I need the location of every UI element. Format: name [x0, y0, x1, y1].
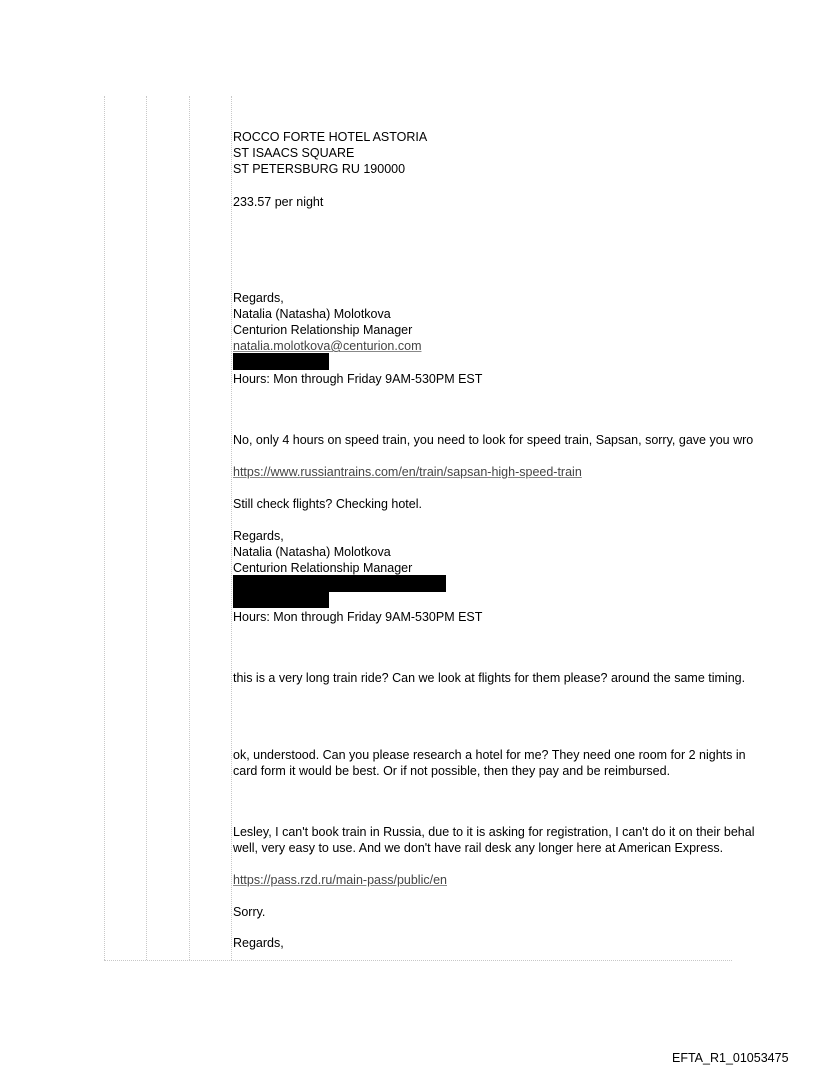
signature1-title: Centurion Relationship Manager — [233, 323, 413, 337]
column-rule-3 — [189, 96, 190, 960]
signature1-email-link[interactable]: natalia.molotkova@centurion.com — [233, 339, 422, 353]
column-rule-1 — [104, 96, 105, 960]
message3-body: this is a very long train ride? Can we look at flights for them please? around the same timing. — [233, 671, 746, 685]
signature2-name: Natalia (Natasha) Molotkova — [233, 545, 391, 559]
rzd-pass-link[interactable]: https://pass.rzd.ru/main-pass/public/en — [233, 873, 447, 887]
document-id: EFTA_R1_01053475 — [672, 1051, 789, 1065]
message4-line1: ok, understood. Can you please research a hotel for me? They need one room for 2 nights in — [233, 748, 746, 762]
signature1-hours: Hours: Mon through Friday 9AM-530PM EST — [233, 372, 483, 386]
redaction-box — [233, 592, 329, 608]
signature2-hours: Hours: Mon through Friday 9AM-530PM EST — [233, 610, 483, 624]
message5-regards: Regards, — [233, 936, 284, 950]
message2-followup: Still check flights? Checking hotel. — [233, 497, 422, 511]
column-rule-2 — [146, 96, 147, 960]
signature1-regards: Regards, — [233, 291, 284, 305]
message4-line2: card form it would be best. Or if not possible, then they pay and be reimbursed. — [233, 764, 671, 778]
hotel-rate: 233.57 per night — [233, 195, 324, 209]
signature2-title: Centurion Relationship Manager — [233, 561, 413, 575]
hotel-street: ST ISAACS SQUARE — [233, 146, 355, 160]
signature1-name: Natalia (Natasha) Molotkova — [233, 307, 391, 321]
redaction-box — [233, 353, 329, 370]
bottom-rule — [104, 960, 732, 961]
message2-body: No, only 4 hours on speed train, you need to look for speed train, Sapsan, sorry, gave you wro — [233, 433, 754, 447]
column-rule-4 — [231, 96, 232, 960]
message5-sorry: Sorry. — [233, 905, 266, 919]
message5-line1: Lesley, I can't book train in Russia, due to it is asking for registration, I can't do it on their behal — [233, 825, 755, 839]
hotel-city: ST PETERSBURG RU 190000 — [233, 162, 406, 176]
sapsan-train-link[interactable]: https://www.russiantrains.com/en/train/sapsan-high-speed-train — [233, 465, 582, 479]
message5-line2: well, very easy to use. And we don't have rail desk any longer here at American Express. — [233, 841, 724, 855]
redaction-box — [233, 575, 446, 592]
signature2-regards: Regards, — [233, 529, 284, 543]
hotel-name: ROCCO FORTE HOTEL ASTORIA — [233, 130, 428, 144]
